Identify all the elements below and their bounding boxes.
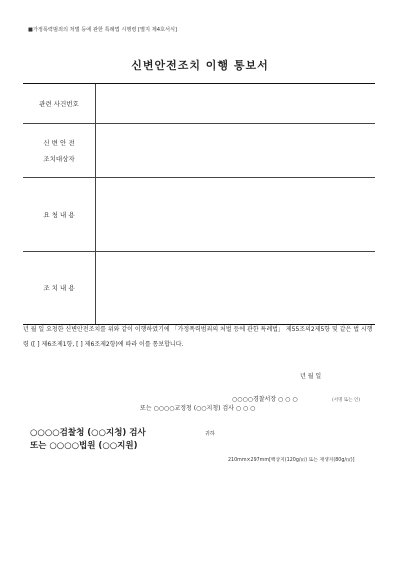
action-content-field[interactable]	[96, 252, 375, 324]
case-number-label: 관련 사건번호	[23, 84, 96, 123]
paper-spec-footer: 210mm×297mm[백상지(120g/㎡) 또는 재생지(80g/㎡)]	[228, 458, 355, 463]
notice-body-text: 년 월 일 요청한 신변안전조치를 위와 같이 이행하였기에 「가정폭력범죄의 처벌 등에 관한 특례법」 제55조의2제5항 및 같은 법 시행령 ([ ] 제6조제1항, [ ] 제6조제2항)에 따라 이를 통보합니다.	[23, 326, 373, 348]
form-header-note: ■가정폭력범죄의 처벌 등에 관한 특례법 시행령 [별지 제4호서식]	[28, 27, 178, 33]
target-person-row	[23, 124, 375, 178]
signature-prosecutor: 또는 ○○○○교정청 (○○지청) 검사 ○ ○ ○	[140, 405, 256, 412]
request-content-label: 요 청 내 용	[23, 178, 96, 251]
request-content-field[interactable]	[96, 178, 375, 251]
notice-form-table	[23, 83, 375, 325]
target-label-line-2: 조치대상자	[43, 154, 75, 163]
target-person-label	[23, 124, 96, 177]
case-number-field[interactable]	[96, 84, 375, 123]
action-content-label: 조 치 내 용	[23, 252, 96, 324]
request-content-row	[23, 178, 375, 252]
target-label-line-1: 신 변 안 전	[43, 138, 75, 147]
signature-seal-mark: (서명 또는 인)	[332, 398, 361, 403]
signature-police-chief: ○○○○경찰서장 ○ ○ ○	[232, 396, 298, 403]
document-title: 신변안전조치 이행 통보서	[131, 59, 269, 72]
case-number-row	[23, 84, 375, 124]
target-person-field[interactable]	[96, 124, 375, 177]
addressee-prosecutor: ○○○○검찰청 (○○지청) 검사	[30, 428, 146, 438]
honorific: 귀하	[205, 431, 215, 437]
action-content-row	[23, 252, 375, 324]
date-line: 년 월 일	[300, 373, 322, 380]
addressee-court: 또는 ○○○○법원 (○○지원)	[30, 441, 138, 451]
